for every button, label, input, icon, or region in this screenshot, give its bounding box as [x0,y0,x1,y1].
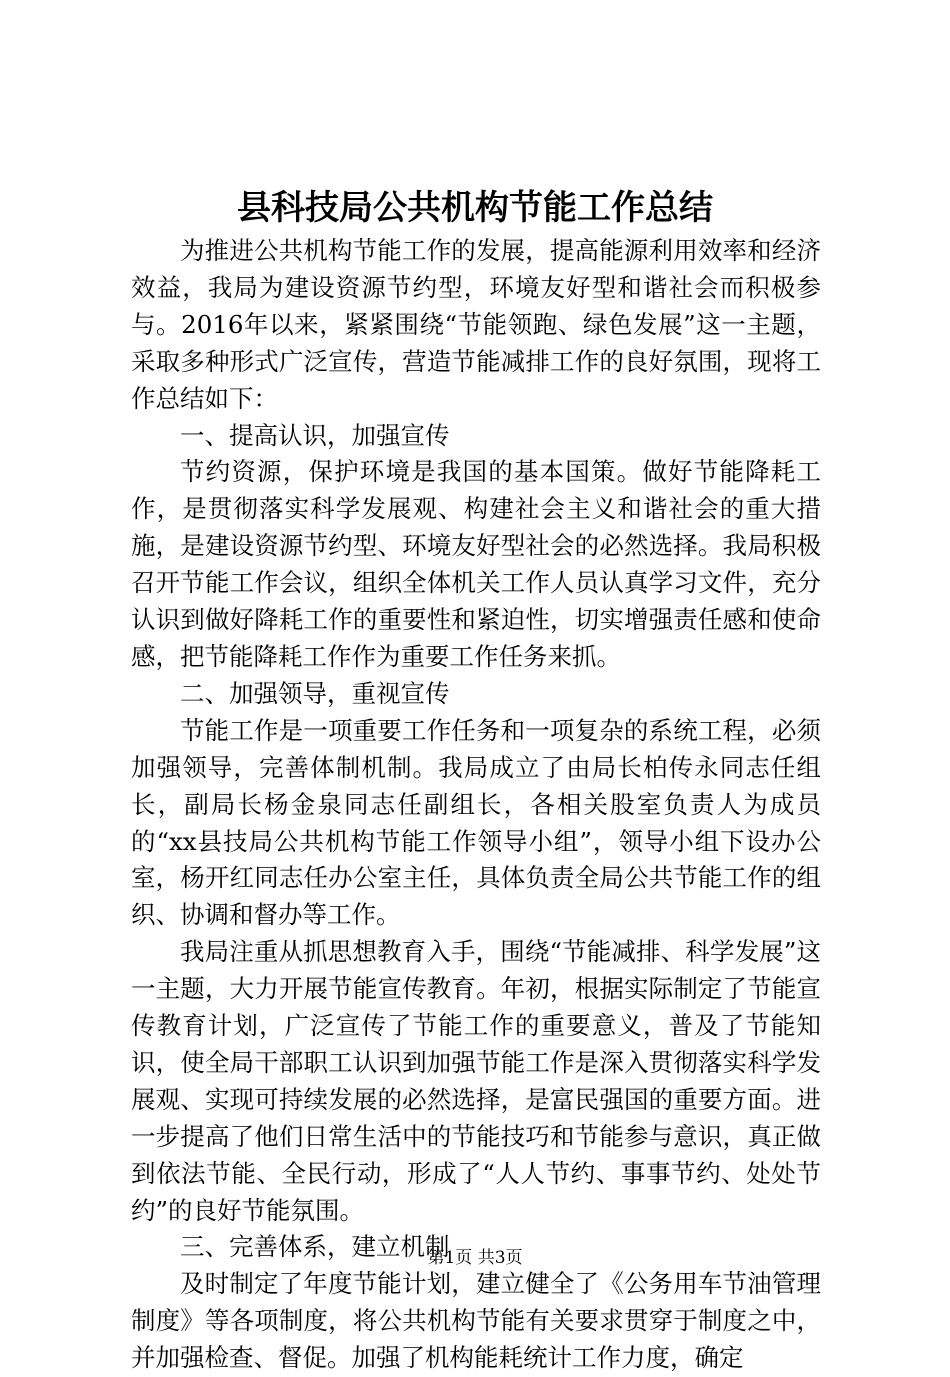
section-2-paragraph-1: 节能工作是一项重要工作任务和一项复杂的系统工程，必须加强领导，完善体制机制。我局成立了由局长柏传永同志任组长，副局长杨金泉同志任副组长，各相关股室负责人为成员的“xx县技局公共机构节能工作领导小组”，领导小组下设办公室，杨开红同志任办公室主任，具体负责全局公共节能工作的组织、协调和督办等工作。 [131,715,821,930]
document-title: 县科技局公共机构节能工作总结 [237,188,713,228]
section-3-paragraph: 及时制定了年度节能计划，建立健全了《公务用车节油管理制度》等各项制度，将公共机构节能有关要求贯穿于制度之中，并加强检查、督促。加强了机构能耗统计工作力度，确定 [131,1269,821,1373]
document-body [131,233,821,1377]
intro-paragraph: 为推进公共机构节能工作的发展，提高能源利用效率和经济效益，我局为建设资源节约型，环境友好型和谐社会而积极参与。2016年以来，紧紧围绕“节能领跑、绿色发展”这一主题，采取多种形式广泛宣传，营造节能减排工作的良好氛围，现将工作总结如下： [131,236,821,413]
section-heading-1: 一、提高认识，加强宣传 [180,420,450,450]
section-heading-3: 三、完善体系，建立机制 [180,1232,450,1262]
section-2-paragraph-2: 我局注重从抓思想教育入手，围绕“节能减排、科学发展”这一主题，大力开展节能宣传教育。年初，根据实际制定了节能宣传教育计划，广泛宣传了节能工作的重要意义，普及了节能知识，使全局干部职工认识到加强节能工作是深入贯彻落实科学发展观、实现可持续发展的必然选择，是富民强国的重要方面。进一步提高了他们日常生活中的节能技巧和节能参与意识，真正做到依法节能、全民行动，形成了“人人节约、事事节约、处处节约”的良好节能氛围。 [131,937,821,1225]
section-heading-2: 二、加强领导，重视宣传 [180,678,450,708]
section-1-paragraph: 节约资源，保护环境是我国的基本国策。做好节能降耗工作，是贯彻落实科学发展观、构建社会主义和谐社会的重大措施，是建设资源节约型、环境友好型社会的必然选择。我局积极召开节能工作会议，组织全体机关工作人员认真学习文件，充分认识到做好降耗工作的重要性和紧迫性，切实增强责任感和使命感，把节能降耗工作作为重要工作任务来抓。 [131,457,821,671]
page-number-footer: 第1页 共3页 [427,1248,523,1268]
